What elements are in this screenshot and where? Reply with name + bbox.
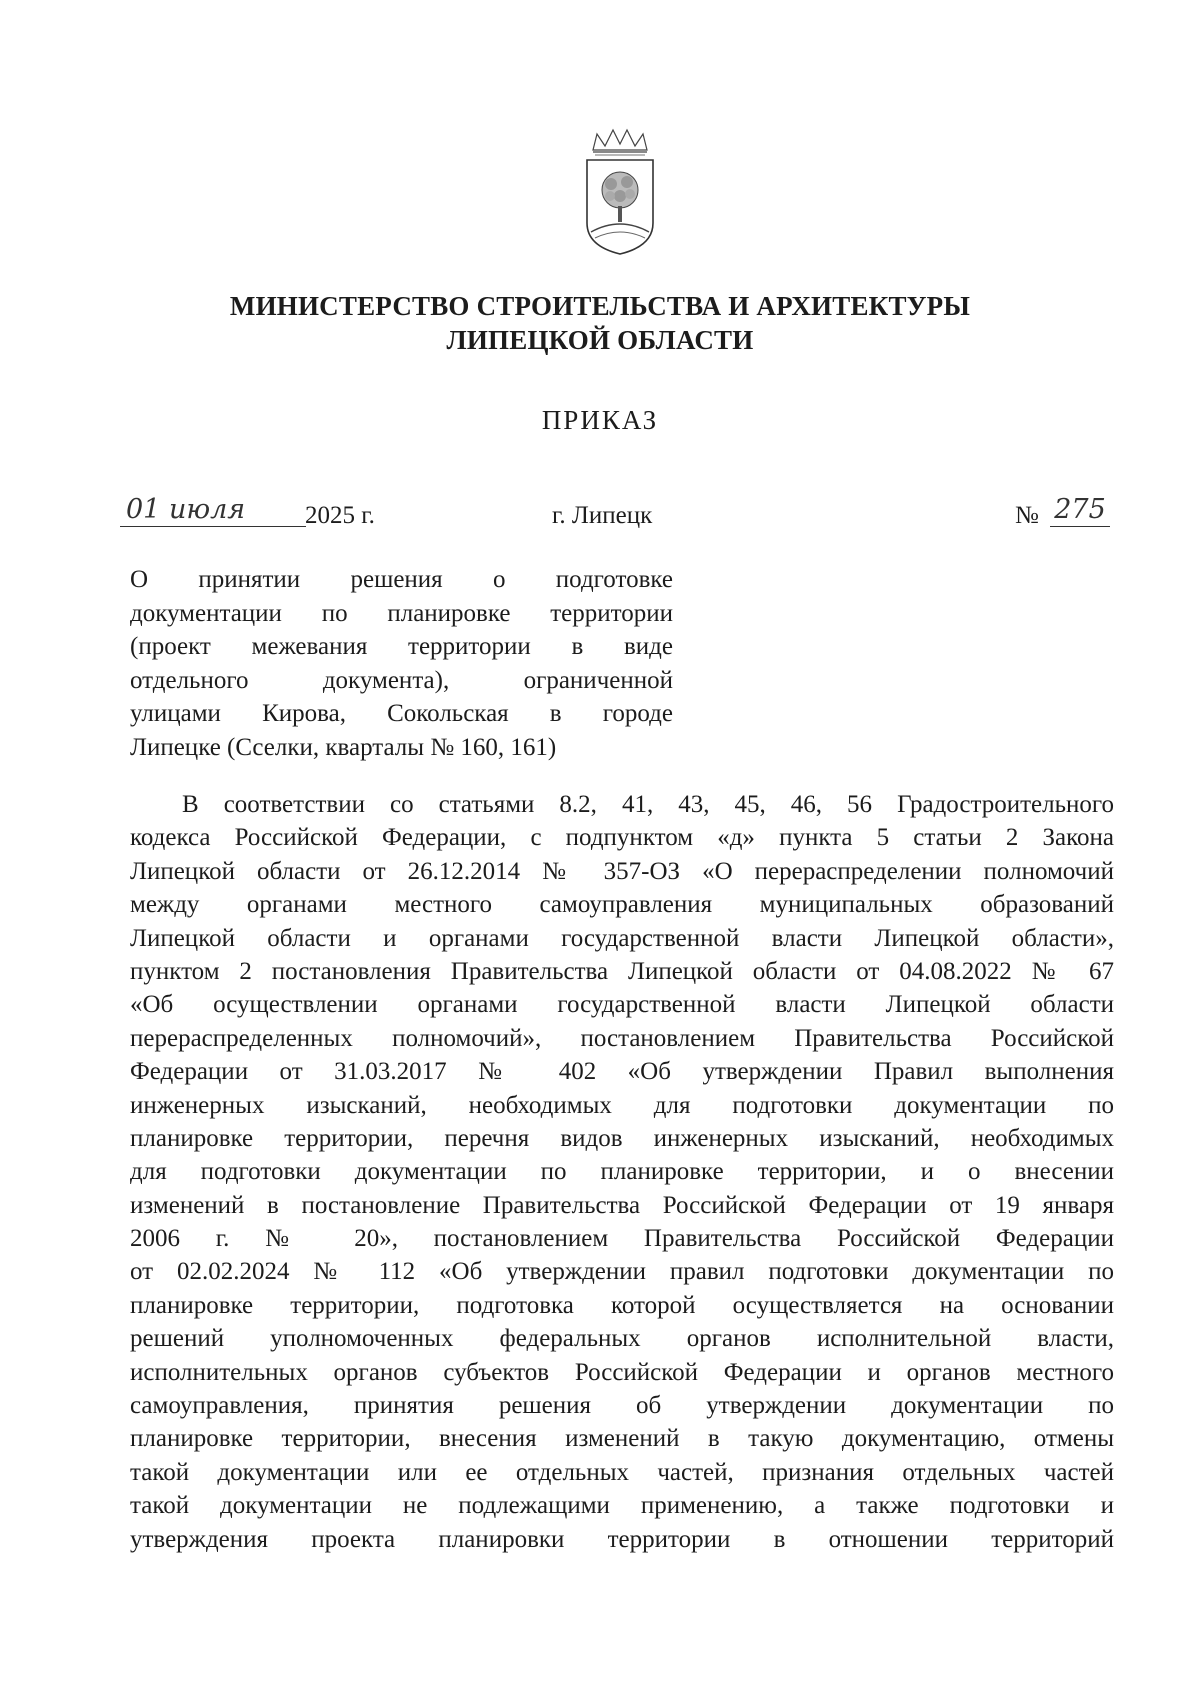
title-line: улицами Кирова, Сокольская в городе (130, 700, 673, 727)
body-line: перераспределенных полномочий», постановлением Правительства Российской (130, 1024, 1114, 1052)
city-name: г. Липецк (552, 502, 653, 529)
body-line: 2006 г. № 20», постановлением Правительства Российской Федерации (130, 1225, 1114, 1253)
body-line: В соответствии со статьями 8.2, 41, 43, 45, 46, 56 Градостроительного (182, 791, 1114, 818)
coat-of-arms-emblem (575, 128, 665, 258)
body-line: от 02.02.2024 № 112 «Об утверждении правил подготовки документации по (130, 1258, 1114, 1286)
document-type-heading: ПРИКАЗ (541, 405, 659, 435)
body-line: планировке территории, перечня видов инженерных изысканий, необходимых (130, 1124, 1114, 1152)
body-line: для подготовки документации по планировке территории, и о внесении (130, 1158, 1114, 1186)
body-line: инженерных изысканий, необходимых для подготовки документации по (130, 1091, 1114, 1119)
body-line: Липецкой области и органами государственной власти Липецкой области», (130, 924, 1114, 952)
order-title (130, 563, 673, 764)
title-line: О принятии решения о подготовке (130, 566, 673, 593)
body-line: Федерации от 31.03.2017 № 402 «Об утверждении Правил выполнения (130, 1058, 1114, 1086)
body-line: такой документации или ее отдельных частей, признания отдельных частей (130, 1458, 1114, 1486)
ministry-name-line2: ЛИПЕЦКОЙ ОБЛАСТИ (446, 325, 754, 355)
body-line: изменений в постановление Правительства Российской Федерации от 19 января (130, 1191, 1114, 1219)
body-line: Липецкой области от 26.12.2014 № 357-ОЗ «О перераспределении полномочий (130, 857, 1114, 885)
title-line: (проект межевания территории в виде (130, 633, 673, 660)
title-line: Липецке (Сселки, кварталы № 160, 161) (130, 733, 557, 761)
ministry-name-line1: МИНИСТЕРСТВО СТРОИТЕЛЬСТВА И АРХИТЕКТУРЫ (229, 291, 971, 321)
title-line: документации по планировке территории (130, 599, 673, 627)
body-line: утверждения проекта планировки территории в отношении территорий (130, 1525, 1114, 1553)
body-line: кодекса Российской Федерации, с подпунктом «д» пункта 5 статьи 2 Закона (130, 824, 1114, 852)
body-line: планировке территории, подготовка которой осуществляется на основании (130, 1291, 1114, 1319)
body-line: исполнительных органов субъектов Российской Федерации и органов местного (130, 1358, 1114, 1386)
body-line: решений уполномоченных федеральных органов исполнительной власти, (130, 1325, 1114, 1353)
body-line: между органами местного самоуправления муниципальных образований (130, 891, 1114, 919)
body-line: планировке территории, внесения изменений в такую документацию, отмены (130, 1425, 1114, 1453)
body-line: такой документации не подлежащими применению, а также подготовки и (130, 1492, 1114, 1520)
number-label: № (1015, 502, 1039, 529)
body-line: пунктом 2 постановления Правительства Липецкой области от 04.08.2022 № 67 (130, 957, 1114, 985)
handwritten-date: 01 июля (120, 494, 306, 527)
handwritten-number: 275 (1050, 494, 1110, 527)
body-line: «Об осуществлении органами государственной власти Липецкой области (130, 991, 1114, 1019)
title-line: отдельного документа), ограниченной (130, 666, 673, 694)
order-body-paragraph (130, 788, 1114, 1556)
date-number-row (120, 494, 1110, 540)
date-year: 2025 г. (305, 502, 375, 529)
body-line: самоуправления, принятия решения об утверждении документации по (130, 1392, 1114, 1420)
